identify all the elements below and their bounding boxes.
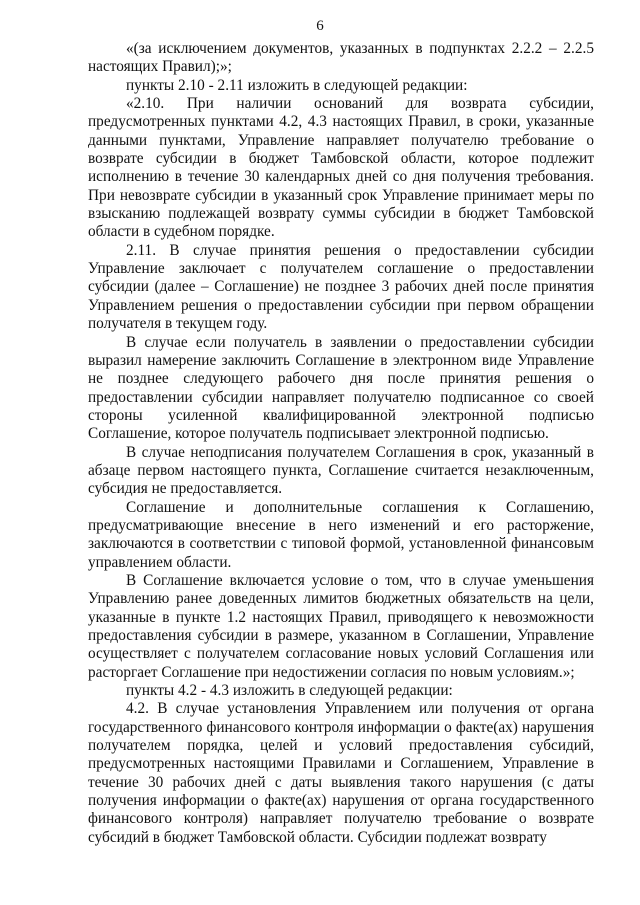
page-number: 6 (316, 18, 324, 34)
paragraph-electronic-agreement: В случае если получатель в заявлении о предоставлении субсидии выразил намерение заключить Соглашение в электронном виде Управление не позднее следующего рабочего дня после принятия решения о предоставлении субсидии направляет получателю подписанное со своей стороны усиленной квалифицированной электронной подписью Соглашение, которое получатель подписывает электронной подписью. (88, 333, 594, 443)
paragraph-limits-reduction: В Соглашение включается условие о том, что в случае уменьшения Управлению ранее доведенных лимитов бюджетных обязательств на цели, указанные в пункте 1.2 настоящих Правил, приводящего к невозможности предоставления субсидии в размере, указанном в Соглашении, Управление осуществляет с получателем согласование новых условий Соглашения или расторгает Соглашение при недостижении согласия по новым условиям.»; (88, 571, 594, 681)
paragraph-items-2-10-2-11-intro: пункты 2.10 - 2.11 изложить в следующей редакции: (126, 76, 468, 94)
paragraph-additional-agreements: Соглашение и дополнительные соглашения к Соглашению, предусматривающие внесение в него изменений и его расторжение, заключаются в соответствии с типовой формой, установленной финансовым управлением области. (88, 498, 594, 571)
paragraph-item-4-2: 4.2. В случае установления Управлением или получения от органа государственного финансового контроля информации о факте(ах) нарушения получателем порядка, целей и условий предоставления субсидий, предусмотренных настоящими Правилами и Соглашением, Управление в течение 30 рабочих дней с даты выявления такого нарушения (с даты получения информации о факте(ах) нарушения от органа государственного финансового контроля) направляет получателю требование о возврате субсидий в бюджет Тамбовской области. Субсидии подлежат возврату (88, 700, 594, 846)
paragraph-unsigned-agreement: В случае неподписания получателем Соглашения в срок, указанный в абзаце первом настоящего пункта, Соглашение считается незаключенным, субсидия не предоставляется. (88, 443, 594, 498)
paragraph-item-2-10: «2.10. При наличии оснований для возврата субсидии, предусмотренных пунктами 4.2, 4.3 настоящих Правил, в сроки, указанные данными пунктами, Управление направляет получателю требование о возврате субсидии в бюджет Тамбовской области, которое подлежит исполнению в течение 30 календарных дней со дня получения требования. При невозврате субсидии в указанный срок Управление принимает меры по взысканию подлежащей возврату суммы субсидии в бюджет Тамбовской области в судебном порядке. (88, 95, 594, 241)
paragraph-exclusion-note: «(за исключением документов, указанных в подпунктах 2.2.2 – 2.2.5 настоящих Правил);»; (88, 40, 594, 76)
paragraph-items-4-2-4-3-intro: пункты 4.2 - 4.3 изложить в следующей редакции: (126, 682, 453, 700)
document-body (88, 40, 594, 847)
paragraph-item-2-11: 2.11. В случае принятия решения о предоставлении субсидии Управление заключает с получателем соглашение о предоставлении субсидии (далее – Соглашение) не позднее 3 рабочих дней после принятия Управлением решения о предоставлении субсидии при первом обращении получателя в текущем году. (88, 241, 594, 333)
